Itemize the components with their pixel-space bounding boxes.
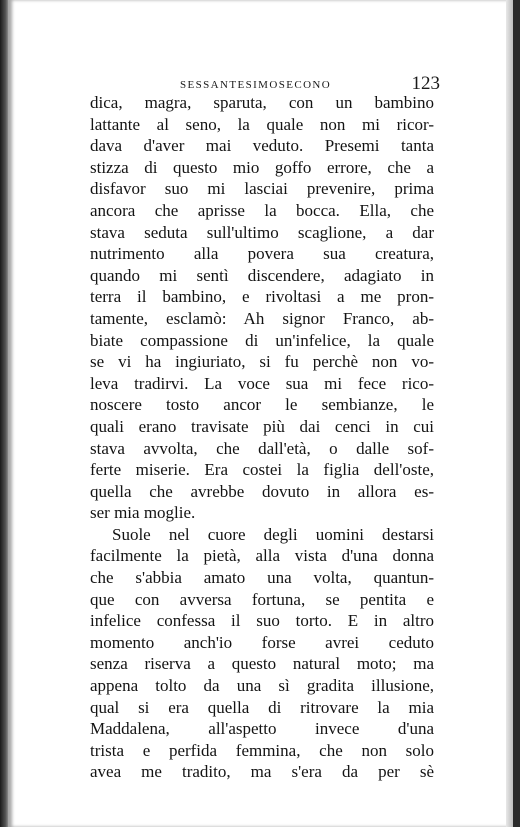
- text-line: quando mi sentì discendere, adagiato in: [90, 265, 434, 285]
- page-number: 123: [411, 73, 440, 94]
- text-line: lattante al seno, la quale non mi ricor-: [90, 114, 434, 134]
- text-line: disfavor suo mi lasciai prevenire, prima: [90, 179, 434, 199]
- text-line: noscere tosto ancor le sembianze, le: [90, 395, 434, 415]
- text-line: tamente, esclamò: Ah signor Franco, ab-: [90, 308, 434, 328]
- text-line: quali erano travisate più dai cenci in cui: [90, 416, 434, 436]
- text-line: stava avvolta, che dall'età, o dalle sof-: [90, 438, 434, 458]
- text-line: qual si era quella di ritrovare la mia: [90, 697, 434, 717]
- body-text: [90, 92, 434, 783]
- text-line: facilmente la pietà, alla vista d'una donna: [90, 546, 434, 566]
- text-line: que con avversa fortuna, se pentita e: [90, 589, 434, 609]
- text-line: Maddalena, all'aspetto invece d'una: [90, 719, 434, 739]
- text-line: ancora che aprisse la bocca. Ella, che: [90, 200, 434, 220]
- text-line: infelice confessa il suo torto. E in altro: [90, 611, 434, 631]
- text-line: Suole nel cuore degli uomini destarsi: [112, 524, 434, 544]
- text-line: che s'abbia amato una volta, quantun-: [90, 568, 434, 588]
- book-page: [8, 0, 513, 827]
- text-line: dica, magra, sparuta, con un bambino: [90, 93, 434, 112]
- text-line: nutrimento alla povera sua creatura,: [90, 244, 434, 264]
- text-line: se vi ha ingiuriato, si fu perchè non vo-: [90, 352, 434, 372]
- text-line: dava d'aver mai veduto. Presemi tanta: [90, 136, 434, 156]
- chapter-title: SESSANTESIMOSECONO: [180, 79, 332, 91]
- text-line: quella che avrebbe dovuto in allora es-: [90, 481, 434, 501]
- text-line: avea me tradito, ma s'era da per sè: [90, 762, 434, 782]
- book-gutter-shadow: [0, 0, 8, 827]
- text-line: momento anch'io forse avrei ceduto: [90, 632, 434, 652]
- text-line: terra il bambino, e rivoltasi a me pron-: [90, 287, 434, 307]
- text-line: stizza di questo mio goffo errore, che a: [90, 157, 434, 177]
- text-line: leva tradirvi. La voce sua mi fece rico-: [90, 373, 434, 393]
- text-line: appena tolto da una sì gradita illusione,: [90, 676, 434, 696]
- text-line: trista e perfida femmina, che non solo: [90, 740, 434, 760]
- text-line: biate compassione di un'infelice, la quale: [90, 330, 434, 350]
- text-line: ser mia moglie.: [90, 503, 196, 523]
- text-line: ferte miserie. Era costei la figlia dell'oste,: [90, 460, 434, 480]
- text-line: stava seduta sull'ultimo scaglione, a dar: [90, 222, 434, 242]
- text-line: senza riserva a questo natural moto; ma: [90, 654, 434, 674]
- page-edge: [506, 0, 513, 827]
